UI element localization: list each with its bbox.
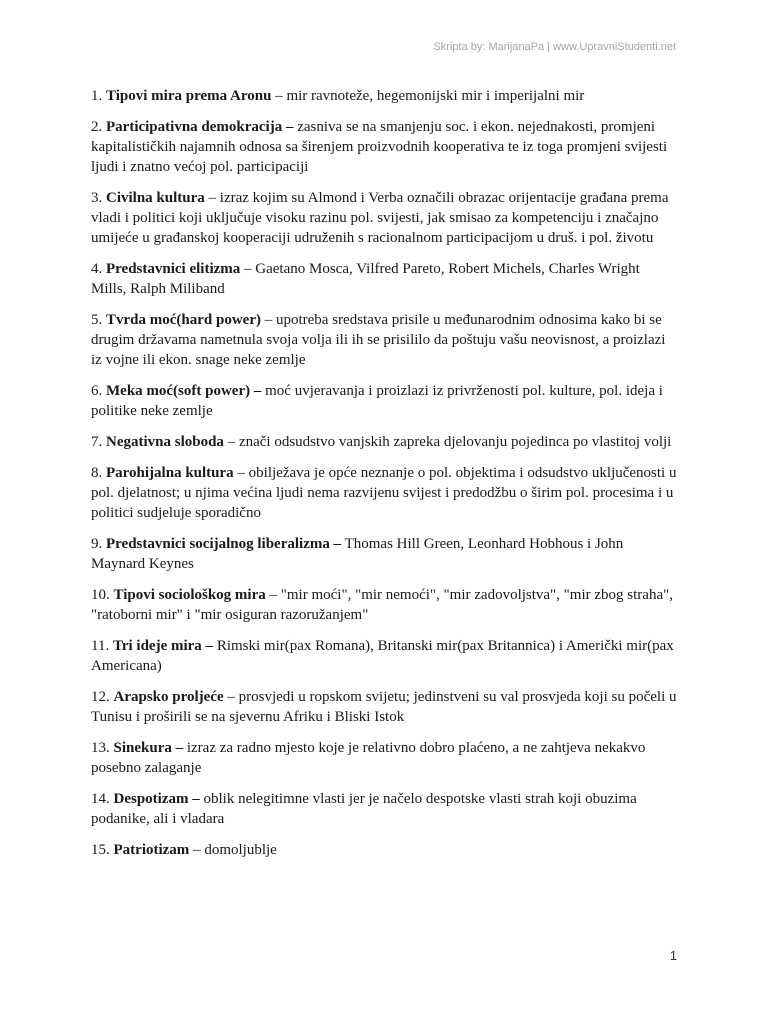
item-number: 2. [91, 119, 103, 135]
item-term: Predstavnici socijalnog liberalizma – [106, 536, 342, 552]
item-number: 3. [91, 190, 103, 206]
list-item [91, 188, 677, 248]
list-item [91, 585, 677, 625]
item-number: 12. [91, 689, 110, 705]
item-term: Participativna demokracija – [106, 119, 294, 135]
item-definition: – izraz kojim su Almond i Verba označili obrazac orijentacije građana prema vladi i politici koji uključuje visoku razinu pol. svijesti, jak smisao za kompetenciju i značajno umijeće u građanskoj kooperaciji udruženih s racionalnom participacijom u druš. i pol. životu [91, 190, 669, 246]
item-definition: izraz za radno mjesto koje je relativno dobro plaćeno, a ne zahtjeva nekakvo posebno zalaganje [91, 740, 646, 776]
item-number: 6. [91, 383, 103, 399]
item-number: 14. [91, 791, 110, 807]
list-item [91, 259, 677, 299]
item-number: 4. [91, 261, 103, 277]
item-term: Sinekura – [113, 740, 184, 756]
item-definition: Thomas Hill Green, Leonhard Hobhous i John Maynard Keynes [91, 536, 624, 572]
item-number: 1. [91, 88, 103, 104]
list-item [91, 381, 677, 421]
page-header-credit: Skripta by: MarijanaPa | www.UpravniStudenti.net [433, 41, 676, 53]
item-definition: moć uvjeravanja i proizlazi iz privrženosti pol. kulture, pol. ideja i politike neke zemlje [91, 383, 663, 419]
item-definition: – mir ravnoteže, hegemonijski mir i imperijalni mir [271, 88, 585, 104]
list-item [91, 738, 677, 778]
item-term: Despotizam – [113, 791, 200, 807]
item-definition: – domoljublje [189, 842, 277, 858]
item-number: 11. [91, 638, 110, 654]
item-definition: – Gaetano Mosca, Vilfred Pareto, Robert Michels, Charles Wright Mills, Ralph Miliband [91, 261, 640, 297]
item-definition: – prosvjedi u ropskom svijetu; jedinstveni su val prosvjeda koji su počeli u Tunisu i proširili se na sjevernu Afriku i Bliski Istok [91, 689, 677, 725]
item-term: Predstavnici elitizma [106, 261, 241, 277]
list-item [91, 310, 677, 370]
item-number: 10. [91, 587, 110, 603]
list-item [91, 789, 677, 829]
item-term: Tipovi sociološkog mira [113, 587, 266, 603]
list-item [91, 117, 677, 177]
item-number: 7. [91, 434, 103, 450]
item-term: Tri ideje mira – [112, 638, 214, 654]
item-term: Civilna kultura [106, 190, 205, 206]
list-item [91, 86, 677, 106]
item-definition: – obilježava je opće neznanje o pol. objektima i odsudstvo uključenosti u pol. djelatnost; u njima većina ljudi nema razvijenu svijest i predodžbu o širim pol. procesima i u politici sudjeluje sporadično [91, 465, 677, 521]
list-item [91, 534, 677, 574]
item-number: 13. [91, 740, 110, 756]
item-term: Arapsko proljeće [113, 689, 224, 705]
item-definition: – znači odsudstvo vanjskih zapreka djelovanju pojedinca po vlastitoj volji [223, 434, 672, 450]
item-term: Tipovi mira prema Aronu [106, 88, 272, 104]
item-term: Meka moć(soft power) – [106, 383, 262, 399]
list-item [91, 840, 677, 860]
item-number: 5. [91, 312, 103, 328]
item-definition: – "mir moći", "mir nemoći", "mir zadovoljstva", "mir zbog straha", "ratoborni mir" i "mir osiguran razoružanjem" [91, 587, 673, 623]
item-term: Negativna sloboda [106, 434, 224, 450]
item-definition: Rimski mir(pax Romana), Britanski mir(pax Britannica) i Američki mir(pax Americana) [91, 638, 674, 674]
list-item [91, 636, 677, 676]
page-number: 1 [669, 948, 677, 963]
item-term: Patriotizam [113, 842, 190, 858]
item-number: 9. [91, 536, 103, 552]
item-term: Parohijalna kultura [106, 465, 234, 481]
item-number: 8. [91, 465, 103, 481]
list-item [91, 463, 677, 523]
item-term: Tvrda moć(hard power) [106, 312, 261, 328]
item-definition: – upotreba sredstava prisile u međunarodnim odnosima kako bi se drugim državama nametnula svoja volja ili ih se prisililo da poštuju vašu neovisnost, a proizlazi iz vojne ili ekon. snage neke zemlje [91, 312, 666, 368]
item-number: 15. [91, 842, 110, 858]
item-definition: oblik nelegitimne vlasti jer je načelo despotske vlasti strah koji obuzima podanike, ali i vladara [91, 791, 637, 827]
item-definition: zasniva se na smanjenju soc. i ekon. nejednakosti, promjeni kapitalističkih najamnih odnosa sa širenjem proizvodnih kooperativa te iz toga promjeni svijesti ljudi i znatno većoj pol. participaciji [91, 119, 668, 175]
list-item [91, 687, 677, 727]
list-item [91, 432, 677, 452]
definition-list [91, 86, 677, 871]
